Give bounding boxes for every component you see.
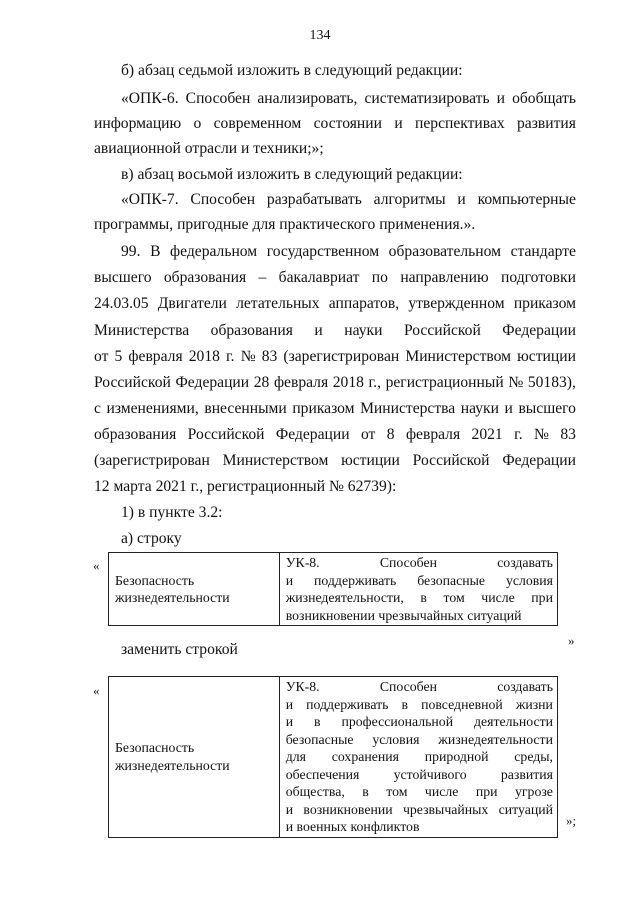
- item99-line-7: [94, 400, 576, 418]
- table-1: [108, 552, 558, 626]
- word: и: [314, 322, 323, 339]
- word: (зарегистрирован: [283, 348, 400, 365]
- word: безопасные: [417, 572, 486, 588]
- word: поддерживать: [314, 572, 397, 588]
- word: юстиции: [517, 348, 576, 365]
- word: приказом: [292, 400, 355, 417]
- word: среды,: [514, 749, 553, 764]
- opk6-line-2: [94, 115, 576, 133]
- word: возникновении: [303, 801, 393, 817]
- word: 50183),: [527, 374, 576, 391]
- word: чрезвычайных: [402, 801, 489, 817]
- word: угрозе: [515, 784, 553, 799]
- table2-line: [286, 731, 553, 749]
- table2-line: [286, 801, 553, 819]
- word: г.: [514, 426, 523, 443]
- item99-line-3: [94, 295, 576, 313]
- word: Российской: [187, 426, 265, 443]
- word: обеспечения: [285, 766, 360, 782]
- word: и: [394, 115, 403, 132]
- word: Федерации: [175, 374, 250, 391]
- item99-line-1: [121, 243, 576, 261]
- word: Российской: [94, 374, 171, 391]
- word: и: [504, 400, 513, 417]
- word: –: [258, 269, 267, 286]
- word: образования: [210, 322, 293, 339]
- word: подготовки: [501, 269, 576, 286]
- word: анализировать,: [257, 90, 358, 107]
- word: поддерживать: [306, 696, 389, 712]
- word: том: [386, 784, 408, 799]
- word: и: [285, 714, 294, 729]
- word: высшего: [518, 400, 576, 417]
- word: жизнедеятельности,: [285, 590, 404, 605]
- word: Двигатели: [157, 295, 227, 312]
- table2-line: [286, 696, 553, 714]
- word: при: [531, 590, 553, 605]
- table1-line: [286, 589, 553, 607]
- word: г.: [226, 348, 235, 365]
- word: 28: [253, 374, 270, 391]
- word: Министерством: [222, 452, 329, 469]
- subitem-a: а) строку: [121, 530, 182, 547]
- word: образования: [163, 269, 247, 286]
- word: по: [371, 269, 388, 286]
- word: создавать: [497, 679, 553, 694]
- word: жизни: [515, 696, 553, 712]
- word: от: [360, 426, 376, 443]
- word: федеральном: [170, 243, 258, 260]
- word: регистрационный: [385, 374, 504, 391]
- word: в: [362, 784, 369, 799]
- word: летательных: [236, 295, 320, 312]
- table2-line: [286, 713, 553, 731]
- table2-line: [286, 678, 553, 696]
- table1-line: [286, 572, 553, 590]
- word: ситуаций: [498, 801, 553, 817]
- table1-line: возникновении чрезвычайных ситуаций: [285, 607, 522, 623]
- word: В: [150, 243, 161, 260]
- word: утвержденном: [408, 295, 505, 312]
- word: бакалавриат: [278, 269, 360, 286]
- table2-line: [286, 766, 553, 784]
- word: 2018: [188, 348, 220, 365]
- word: Федерации: [502, 452, 576, 469]
- word: 2021: [471, 426, 503, 443]
- word: (зарегистрирован: [94, 452, 210, 469]
- word: 99.: [121, 243, 141, 260]
- word: науки: [344, 322, 383, 339]
- word: Способен: [379, 679, 438, 694]
- paragraph-v: в) абзац восьмой изложить в следующий редакции:: [121, 166, 463, 183]
- word: аппаратов,: [328, 295, 400, 312]
- word: 2018: [332, 374, 364, 391]
- word: Федерации: [275, 426, 350, 443]
- word: Способен: [185, 90, 251, 107]
- word: том: [443, 590, 465, 605]
- word: 24.03.05: [94, 295, 149, 312]
- word: создавать: [497, 555, 553, 570]
- table1-left-cell: [109, 553, 280, 626]
- word: Способен: [379, 555, 438, 570]
- word: условия: [372, 731, 420, 747]
- word: и: [457, 191, 466, 208]
- word: приказом: [513, 295, 576, 312]
- table2-line: и военных конфликтов: [285, 819, 420, 834]
- word: изменениями,: [106, 400, 199, 417]
- word: «ОПК-7.: [121, 191, 179, 208]
- word: природной: [424, 749, 489, 764]
- item99-line-9: [94, 452, 576, 470]
- word: устойчивого: [393, 766, 467, 782]
- word: февраля: [128, 348, 183, 365]
- opk6-line-1: [121, 90, 576, 108]
- word: в: [314, 714, 321, 729]
- table2-open-quote: «: [93, 683, 100, 698]
- opk6-line-3: авиационной отрасли и техники;»;: [94, 140, 324, 157]
- word: состоянии: [313, 115, 382, 132]
- item99-line-8: [94, 426, 576, 444]
- table1-left-label: Безопасность жизнедеятельности: [115, 572, 230, 605]
- item99-line-2: [94, 269, 576, 287]
- table1-close-quote: »: [568, 633, 575, 648]
- opk7-line-2: программы, пригодные для практического применения.».: [94, 216, 476, 233]
- word: 8: [386, 426, 395, 443]
- word: в: [420, 590, 427, 605]
- word: и: [496, 90, 505, 107]
- word: алгоритмы: [373, 191, 446, 208]
- word: стандарте: [510, 243, 576, 260]
- word: Федерации: [502, 322, 576, 339]
- word: разрабатывать: [266, 191, 362, 208]
- table2-close-quote: »;: [566, 813, 577, 828]
- table2-line: [286, 748, 553, 766]
- word: Способен: [190, 191, 256, 208]
- word: обобщать: [512, 90, 576, 107]
- word: жизнедеятельности: [438, 731, 553, 747]
- word: числе: [424, 784, 459, 799]
- word: государственном: [266, 243, 380, 260]
- word: направлению: [400, 269, 489, 286]
- word: образования: [94, 426, 177, 443]
- word: внесенными: [204, 400, 287, 417]
- word: о: [193, 115, 202, 132]
- word: профессиональной: [341, 714, 454, 729]
- word: компьютерные: [477, 191, 576, 208]
- table2-left-label: Безопасность жизнедеятельности: [115, 740, 230, 773]
- word: деятельности: [474, 714, 553, 729]
- word: Министерства: [360, 400, 456, 417]
- word: 83: [261, 348, 278, 365]
- word: Министерством: [405, 348, 512, 365]
- table1-line: [286, 554, 553, 572]
- word: от: [94, 348, 109, 365]
- word: УК-8.: [285, 679, 320, 694]
- word: сохранения: [331, 749, 399, 764]
- word: 5: [114, 348, 123, 365]
- word: №: [240, 348, 256, 365]
- word: науки: [460, 400, 499, 417]
- word: с: [94, 400, 101, 417]
- page-number: 134: [309, 28, 331, 43]
- item99-line-10: 12 марта 2021 г., регистрационный № 62739):: [94, 478, 397, 495]
- item99-line-5: [94, 348, 576, 366]
- word: Российской: [412, 452, 490, 469]
- word: общества,: [285, 784, 345, 799]
- replace-line: заменить строкой: [121, 641, 238, 658]
- item99-line-4: [94, 322, 576, 340]
- word: условия: [505, 572, 553, 588]
- word: систематизировать: [364, 90, 490, 107]
- word: 83: [560, 426, 576, 443]
- table1-right-cell: [279, 553, 557, 626]
- word: числе: [481, 590, 515, 605]
- word: февраля: [405, 426, 461, 443]
- word: развития: [517, 115, 576, 132]
- subitem-1: 1) в пункте 3.2:: [121, 504, 223, 521]
- word: №: [508, 374, 524, 391]
- table-2: [108, 676, 558, 838]
- word: перспективах: [415, 115, 505, 132]
- word: при: [475, 784, 498, 799]
- word: безопасные: [285, 731, 354, 747]
- opk7-line-1: [121, 191, 576, 209]
- word: и: [285, 572, 294, 588]
- word: современном: [213, 115, 302, 132]
- word: информацию: [94, 115, 182, 132]
- word: для: [285, 749, 306, 764]
- word: №: [534, 426, 549, 443]
- word: и: [285, 696, 294, 712]
- word: высшего: [94, 269, 152, 286]
- word: г.,: [368, 374, 381, 391]
- table2-right-cell: [279, 677, 557, 838]
- paragraph-b: б) абзац седьмой изложить в следующий редакции:: [121, 62, 463, 79]
- item99-line-6: [94, 374, 576, 392]
- word: юстиции: [341, 452, 400, 469]
- table2-line: [286, 783, 553, 801]
- table2-left-cell: [109, 677, 280, 838]
- word: в: [401, 696, 409, 712]
- table1-open-quote: «: [93, 558, 100, 573]
- word: февраля: [273, 374, 329, 391]
- word: УК-8.: [285, 555, 320, 570]
- word: «ОПК-6.: [121, 90, 179, 107]
- word: образовательном: [388, 243, 502, 260]
- word: развития: [500, 766, 553, 782]
- word: Министерства: [94, 322, 190, 339]
- word: Российской: [403, 322, 481, 339]
- word: повседневной: [421, 696, 503, 712]
- word: и: [285, 801, 294, 817]
